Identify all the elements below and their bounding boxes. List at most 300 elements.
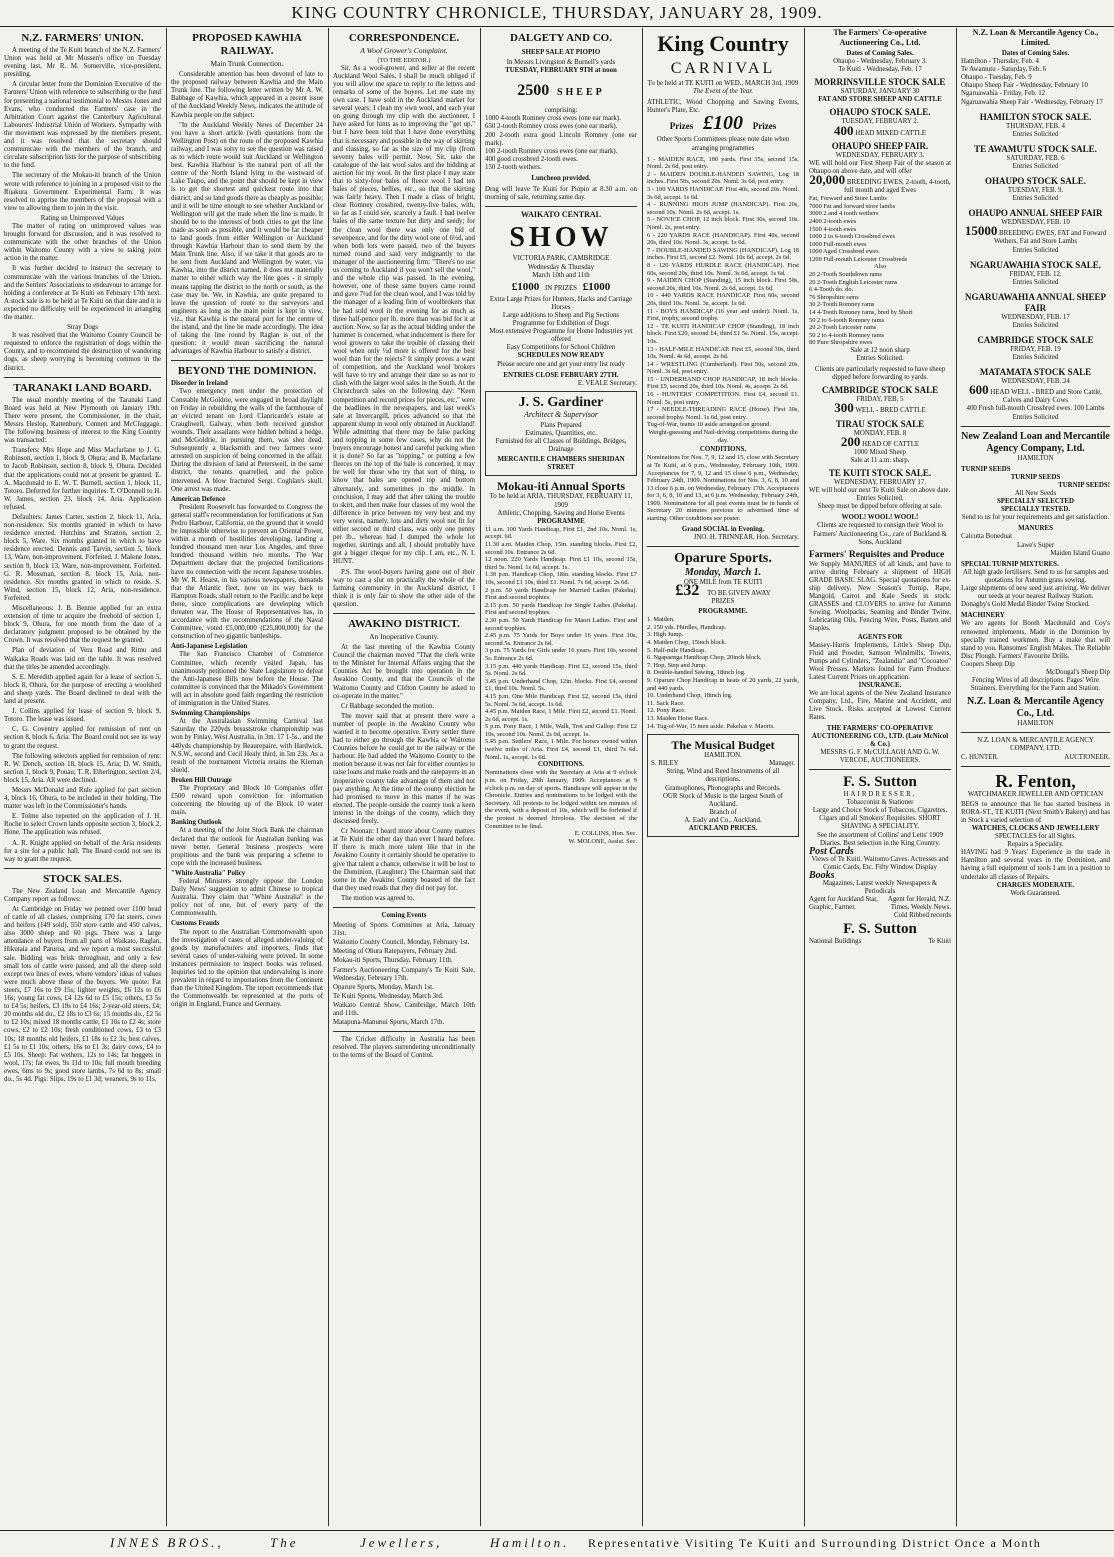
list-item: 20 2-Tooth Southdown rams	[809, 271, 882, 279]
list-item: Waikato Central Show, Cambridge, March 10th and 11th.	[333, 1001, 475, 1017]
ad-subtitle: Post Cards	[809, 845, 854, 857]
ad-line: Tug-of-War, teams 10 aside arranged on ground.	[647, 421, 771, 429]
sale-title: MORRINSVILLE STOCK SALE	[814, 77, 946, 88]
programme-list	[485, 526, 637, 761]
sale-detail: Sale at 12 noon sharp	[850, 347, 910, 354]
article-paragraph: The Cricket difficulty in Australia has been resolved. The players surrendering unconditionally to the terms of the Board of Control.	[333, 1036, 475, 1060]
ad-line: Repairs a Speciality.	[1007, 841, 1064, 849]
ad-line: Weight-guessing and Nail-driving competitions during the day.	[648, 429, 798, 444]
sale-title: NGARUAWAHIA STOCK SALE.	[969, 259, 1102, 270]
sheep-label: SHEEP	[556, 87, 605, 99]
ad-line: Magazines, Latest weekly Newspapers & Periodicals	[822, 880, 938, 896]
list-item: 150 2-tooth wethers.	[485, 163, 542, 171]
list-item: 3.15 p.m. 440 yards Handicap. First £2, second 15s, third 5s. Noml. 2s 6d.	[485, 662, 637, 678]
list-item: 4.15 p.m. One Mile Handicap. First £2, second 15s, third 5s. Noml. 3s 6d, accept. 1s 6d.	[485, 692, 637, 708]
ad-line: Coopers Sheep Dip	[961, 660, 1015, 668]
prize-amount: £1000	[511, 280, 540, 293]
sale-detail: Clients are requested to consign their Wool to Farmers' Auctioneering Co., care of Buckland & Sons, Auckland	[813, 522, 947, 546]
divider	[809, 769, 951, 770]
show-title: SHOW	[509, 222, 613, 254]
ad-line: TUESDAY, FEBRUARY 9TH at noon	[505, 67, 617, 75]
entries-note: Entries Solicited	[1012, 321, 1059, 329]
entries-note: Entries Solicited	[1012, 162, 1059, 170]
wool-heading: WOOL! WOOL! WOOL!	[841, 514, 919, 522]
ad-line: Most extensive Programme for Home Industries yet offered	[489, 328, 633, 344]
ad-signature: W. MOLONE, Assist. Sec.	[568, 837, 637, 845]
column-3	[329, 28, 479, 1526]
article-paragraph: The New Zealand Loan and Mercantile Agency Company report as follows:	[4, 887, 161, 903]
ad-subtitle: MANURES	[1018, 525, 1053, 533]
headline: Coming Events	[381, 911, 427, 919]
article-paragraph: Federal Ministers strongly oppose the London Daily News' suggestion to admit Chinese to tropical Australia. They claim that "White Australia" is the policy not of one, but of every party of the Commonwealth.	[171, 878, 323, 918]
ad-line: Luncheon provided.	[531, 175, 591, 183]
list-item: 100 2-tooth Romney cross ewes (one ear mark).	[485, 147, 618, 155]
ad-subtitle: Books	[809, 869, 835, 881]
article-paragraph: The following selectors applied for remission of rent: R. W. Dench, section 18, block 15, Aria; D. W. Smith, section 1, block 9, Pouau; T. R. Etherington, section 2/4, block 15, Aria. All were declined.	[4, 752, 161, 784]
subheading: Anti-Japanese Legislation	[171, 643, 248, 651]
ad-line: Large additions to Sheep and Pig Sections	[502, 311, 620, 319]
list-item: Hamilton - Thursday, Feb. 4	[961, 58, 1039, 66]
list-item: 1. Maiden.	[647, 616, 675, 624]
list-item: 12 noon. 220 Yards Handicap. First £1 10s, second 15s, third 5s. Noml. 1s 6d, accept. 1s.	[485, 556, 637, 571]
ad-line: Large and Choice Stock of Tobaccos, Cigarettes, Cigars and all Smokers' Requisites. SHORT SHAVING A SPECIALITY.	[812, 807, 948, 831]
ad-line: Gramophones, Phonographs and Records.	[665, 784, 781, 792]
article-paragraph: Plan of deviation of Vera Road and Rimu and Waikaka Roads was laid on the table. It was resolved that the titles be amended accordingly.	[4, 647, 161, 671]
ad-line: March 10th and 11th	[532, 271, 590, 279]
list-item: 16 - HUNTERS' COMPETITION. First £4, second £1. Noml. 5s, post entry.	[647, 391, 799, 406]
ad-line: In Messrs Livingston & Burnell's yards	[506, 59, 616, 67]
ad-title: R. Fenton,	[995, 770, 1076, 791]
ad-line: SPECIALLY SELECTED	[996, 498, 1075, 506]
sale-date: THURSDAY, FEB. 4	[1006, 122, 1065, 130]
list-item: 400 good crossbred 2-tooth ewes.	[485, 155, 578, 163]
article-paragraph: A circular letter from the Dominion Executive of the Farmers' Union with reference to subscribing to the fund for presenting a national testimonial to Messrs Jones and Evans, who conducted the Farmers' case in the Arbitration Court against the Canterbury Agricultural Labourers' Industrial Union of Workers. Sympathy with the movement was expressed by the members present, and it was resolved that the secretary should communicate with the members of the branch, and circulate subscription lists for the purpose of subscribing to the fund.	[4, 81, 161, 170]
list-item: Te Kuiti Sports, Wednesday, March 3rd.	[333, 992, 444, 1000]
list-item: Ngaruawahia Sheep Fair - Wednesday, February 17	[961, 98, 1103, 106]
ad-subtitle: CARNIVAL	[670, 60, 776, 77]
ad-line: ENTRIES CLOSE FEBRUARY 27TH.	[503, 371, 619, 379]
headline: N.Z. FARMERS' UNION.	[21, 32, 144, 44]
ad-text: We Supply MANURES of all kinds, and have to arrive during February a shipment of HIGH GRADE BASIC SLAG. Special quotations for ex-ship delivery. New Season's Turnip, Rape, Mangold, Carrot and Kale Seeds in stock. GRASSES and CLOVERS to arrive for Autumn Sowing. Woolpacks, Seaming and Binder Twine, Lubricating Oils, Fencing Wire, Posts, Batten and Staples.	[809, 560, 951, 633]
list-item: 80 Pure Shropshire ewes	[809, 339, 873, 347]
sale-date: MONDAY, FEB. 8	[853, 429, 907, 437]
article-paragraph: Sir, As a wool-grower, and seller at the recent Auckland Wool Sales, I shall be much obliged if you will allow me space to reply to the letters and remarks of some of the buyers. Let me state my own case. I have sold in the Auckland market for several years; I clean my own wool, and each year on going through my clip with the auctioneer, I have asked for hints as to improving the "get up," but I have been told that I have done everything that is necessary and possible in the way of skirting and classing, so far as the size of my clip (from seventy bales will permit. Now, Sir, take the catalogue of the last wool sales and the bidding at auction for my wool. In the first place I may state that to sixty-four bales of fleece wool I had ten bales of pieces, bellies, etc., so that the skirting was fairly heavy. Then I made a class of bright, clear Romney crossbred, twenty-five bales, with, so far as I could see, scarcely a fault. I had twelve bales of the same texture but dirty and seedy; for the clean wool there was only one bid of sevenpence, and for the dirty wool one of 6½d, and when both lots were passed, two of the buyers turned round and said very indignantly to the manager of the auctioneering firm: "There's no use us coming to Auckland if you won't sell the wool," and the whole clip was passed. In the evening, however, one of those same buyers came round and gave 7¼d for the clean wool, and I was told by the manager of a leading firm of woolbrokers that he had sold wool in the evening for as much as three half-pence per lb. more than was bid for it at auction. Now, so far as the actual bidding under the hammer is concerned, what inducement is there for wool growers to take the trouble of classing their wool when only ½d more is offered for the best wool than for the rejects? It simply proves a want of competition, and the Auckland wool brokers will have to try and arrange their date so as not to clash with the larger wool sales in the South. At the Christchurch sales on the following day: "Keen competition and record prices for pieces, etc," were the headlines in the newspapers, and last week's sale at Invercargill, prices advanced so that the apparent slump in wool only obtained in Auckland! While admitting that there may be false packing and topping in some few cases, why do not the buyers encourage honest and careful packing when it is done? So far as "topping," or putting a few fleeces on the top of the bale is concerned, it may be well for those who try that sort of thing, to know that bales are opened top and bottom alternately, and sometimes in the middle. In conclusion, I may add that after taking the trouble to skirt, and then make four classes of my wool the difference in price between my very best and my very worst, namely, lots and dirty wool not fit for either second or third class, was only one penny per lb., whereas had I dumped the whole lot together, skirtings and all, I should probably have got a bigger cheque for my clip. I am, etc., N. I. HUNT.	[333, 64, 475, 566]
ad-line: All high grade fertilisers. Send to us for samples and quotations for Autumn grass sowing.	[962, 568, 1109, 584]
article-paragraph: Transfers: Mrs Hope and Miss Macfarlane to J. G. Robinson, section 1, block 9, Ohura; and B. Macfarlane to Jacob Robinson, section 8, block 9, Ohura. Decided that the applications could not at present be granted. E. A. Macdonald to E. W. T. Burnell, section 1, block 11, Totoro. Deferred for further inquiries. T. O'Donnell to H. W. James, section 23, block 14, Aria. Application refused.	[4, 447, 161, 511]
article-paragraph: "In the Auckland Weekly News of December 24 you have a short article (with quotations from the Wellington Post) on the route of the proposed Kawhia railway, and I was sorry to see the question was raised as to which route would suit Auckland or Wellington best. Kawhia Harbour is the natural port of all the centre of the North Island lying to the westward of Lake Taupo, and the point that should be kept in view is to get the shortest and quickest route into that district, and so land goods there as cheaply as possible; and it will be time enough to see whether Auckland or Wellington will get the trade when the line is made. It should be to the interests of both cities to get the line made as soon as possible, and it would be far cheaper to land goods from either Wellington or Auckland through Kawhia Harbour than to send them by the Main Trunk line. Also, if we take it that goods are to be sent from Auckland and Wellington by water, via Kawhia, into the district named, it does not materially matter to either which way the line goes - it simply means tapping the district to the north or south, as the case may be. We, in Kawhia, are quite prepared to leave the question of route to the surveyors and engineers as long as the main point is kept in view, viz., that Kawhia is the natural port for the centre of the island, and the line be made accordingly. The idea of taking the line round by Raglan is out of the question; it would mean sacrificing the natural advantages of Kawhia Harbour to satisfy a district.	[171, 121, 323, 356]
ad-line: The Event of the Year.	[692, 88, 754, 96]
list-item: 11. Sack Race.	[647, 699, 685, 707]
ad-line: PROGRAMME.	[698, 608, 748, 616]
programme-list	[647, 156, 799, 422]
column-4	[481, 28, 641, 1526]
list-item: 4 - RUNNING HIGH JUMP (HANDICAP). First 20s, second 10s. Noml. 2s 6d, accept. 1s.	[647, 201, 799, 216]
list-item: 3. High Jump.	[647, 631, 684, 639]
address-text: Te Kuiti	[928, 937, 951, 945]
article-paragraph: A meeting of the Te Kuiti branch of the N.Z. Farmers' Union was held at Mr Mussen's office on Tuesday evening last, Mr R. M. Somerville, vice-president, presiding.	[4, 47, 161, 79]
ad-text: Massey-Harris Implements, Little's Sheep Dip, Fluid and Powder, Samson Windmills, Towers, Pumps and Cylinders, "Zealandia" and "Cocoatoo" Wool Presses. Markets found for Farm Produce. Latest Current Prices on application.	[809, 641, 951, 681]
article-paragraph: C. G. Coventry applied for remission of rent on section 8, block 6, Aria. The Board could not see its way to grant the request.	[4, 726, 161, 750]
ad-line: comprising:	[544, 107, 578, 115]
prize-row	[485, 280, 637, 293]
ad-line: TURNIP SEEDS	[1010, 473, 1061, 481]
head-count: 15000	[964, 223, 998, 239]
ad-line: SPECTACLES for all Sights.	[995, 833, 1076, 841]
ad-signature: JNO. H. TRINNEAR, Hon. Secretary.	[693, 533, 799, 541]
head-label: BREEDING EWES, 2-tooth, 4-tooth, full mouth and aged Ewes	[844, 178, 951, 195]
ad-line: TURNIP SEEDS!	[1058, 481, 1110, 489]
sale-date: FRIDAY, FEB. 12.	[1009, 270, 1062, 278]
sale-detail: Sale at 11 a.m. sharp.	[850, 456, 910, 464]
list-item: 76 Shropshire rams	[809, 293, 859, 301]
list-item: 1200 Full-mouth Leicester Crossbreds	[809, 255, 908, 263]
list-item: 13 - HALF-MILE HANDICAP. First £5, second 30s, third 10s. Noml. 4s 6d, accept. 2s 6d.	[647, 345, 799, 361]
sale-title: CAMBRIDGE STOCK SALE	[977, 334, 1094, 345]
subheading: Rating on Unimproved Values	[40, 214, 125, 222]
ad-subtitle: Architect & Supervisor	[524, 409, 598, 419]
column-7	[957, 28, 1114, 1526]
sale-detail: Sheep must be dipped before offering at sale.	[817, 503, 943, 511]
ad-title: King Country	[657, 31, 789, 56]
ad-line: AUCKLAND PRICES.	[688, 824, 758, 832]
sale-detail-row	[809, 171, 951, 195]
list-item: 5.45 p.m. Settlers' Race, 1 Mile. For horses owned within twelve miles of Aria. First £4, second £1, third 7s 6d. Noml. 1s, accept. 1s 6d.	[485, 738, 637, 761]
list-item: 1000 Full-mouth ewes	[809, 240, 867, 248]
subheadline: Main Trunk Connection.	[210, 59, 284, 68]
ad-text: We are agents for Booth Macdonald and Coy's renowned implements, Made in the Dominion by specially trained workmen. Buy a make that will stand to you. Ransomes' English Makes. The Reliable Disc Plough. Farmers' Favourite Drills.	[961, 620, 1110, 660]
ad-title: New Zealand Loan and Mercantile Agency Company, Ltd.	[961, 430, 1110, 454]
list-item: 20 2-Tooth English Leicester rams	[809, 278, 898, 286]
ad-line: Branch of	[709, 808, 737, 816]
sale-date: WEDNESDAY, FEBRUARY 3.	[835, 151, 925, 159]
prize-label: Prizes	[669, 121, 694, 132]
divider	[961, 766, 1110, 767]
ad-text: We are local agents of the New Zealand Insurance Company, Ltd., Fire, Marine and Accident, and Live Stock. Risks accepted at Lowest Current Rates.	[809, 690, 951, 722]
auctioneer-name: C. HUNTER.	[961, 753, 999, 761]
article-paragraph: Cr Noonan: I heard more about County matters at Te Kuiti the other day than ever I heard before. If there is much more talent like that in the Awakino County it certainly should be operative to give that talent a chance, otherwise it will be lost to the Dominion. (Laughter.) The Chairman said that some in the Awakino County boasted of the fact that they used roads that they did not pay for.	[333, 828, 475, 892]
ad-title: DALGETY AND CO.	[510, 32, 612, 44]
ad-subtitle: Monday, March 1.	[684, 566, 762, 578]
events-list	[333, 922, 475, 1027]
divider	[171, 360, 323, 361]
divider	[485, 206, 637, 207]
prize-row	[647, 112, 799, 135]
article-paragraph: At Cambridge on Friday we penned over 1100 head of cattle of all classes, comprising 170 fat steers, cows and heifers (149 sold), 550 store cattle and 450 calves, also 3000 sheep and 60 pigs. There was a large attendance of buyers from all parts of Waikato, Raglan, Hikutaia and Paturoa, and we report a most successful sale. Bidding was brisk throughout, and only a few small lots of cattle were passed, and all the sheep sold except two lines of ewes, where vendors' ideas of values were much above those of the buyers. We quote: Fat steers, £7 16s to £9 15s; lighter weights, £6 12s to £6 16s; young fat cows, £4 12s 6d to £5 15s; others, £3 5s to £4 5s; heifers, £3 19s to £4 16s; 2-year-old steers, £4; 20 months old do., £2 18s to £3 6s; 15 months do., £2 5s to £2 10s; mixed 18 months cattle, £1 16s to £2 4s; store cows, £2 to £2 10s; fresh conditioned cows, £3 to £3 10s; 18 months old heifers, £1 18s to £2 3s; best calves, £1 5s to £1 10s; others, 16s to £1 3s; dairy cows, £4 to £5 10s. Sheep: Fat wethers, 12s to 14s; fat hoggets in wool, 17s; fat ewes, 9s 11d to 10s; full mouth breeding ewes, 6ms to 9s; good store lambs, 7s 6d to 8s; small do., 5s 4d. Pigs: Slips, 19s to £1 3d; weaners, 9s to 11s.	[4, 906, 161, 1083]
manager-label: Manager.	[769, 760, 795, 768]
sale-title: OHAUPO SHEEP FAIR.	[831, 140, 929, 151]
head-label: HEAD MIXED CATTLE	[855, 129, 927, 137]
conditions-text: Nominations for Nos. 7, 9, 12 and 15, close with Secretary at Te Kuiti, at 6 p.m., Wednesday, February 10th, 1909. Acceptances for 7, 9, 12 and 15 close 6 p.m., Wednesday, February 24th, 1909. Nominations for Nos. 3, 6, 8, 10 and 13 close 6 p.m. on Wednesday, February 17th. Acceptances for 3, 6, 8, 10 and 13, at 6 p.m. Wednesday, February 24th, 1909. Nominations for all post events must be in hands of Secretary 20 minutes previous to advertised time of starting. Other conditions see poster.	[647, 454, 799, 523]
list-item: 12 - TE KUITI HANDICAP CHOP (Standing), 18 inch block. First £20, second £4, third £1 5s. Noml. 15s, accept. 10s.	[647, 322, 799, 345]
head-count: 20,000	[809, 171, 846, 187]
footer-text: Representative Visiting Te Kuiti and Surrounding District Once a Month	[588, 1536, 1042, 1550]
ad-line: Donaghy's Gold Medal Binder Twine Stocked.	[961, 601, 1090, 609]
head-count: 200	[840, 433, 861, 449]
ad-line: Large shipments of new seed just arriving. We deliver our seeds at your nearest Railway Station.	[961, 585, 1110, 601]
list-item: 50 2 to 6-tooth Romney rams	[809, 316, 885, 324]
list-item: Ohaupo - Tuesday, Feb. 9	[961, 74, 1032, 82]
entries-note: Entries Solicited	[1012, 413, 1059, 421]
headline: TARANAKI LAND BOARD.	[13, 381, 152, 394]
head-label: WELL - BRED CATTLE	[855, 407, 926, 415]
divider	[961, 426, 1110, 427]
ad-line: String, Wind and Reed Instruments of all descriptions.	[666, 768, 780, 784]
ad-subtitle: Farmers' Requisites and Produce	[809, 549, 945, 560]
list-item: 7 - DOUBLE-HANDED SAWING (HANDICAP). Log 18 inches. First £5, second £2. Noml. 10s 6d, accept. 2s 6d.	[647, 246, 799, 262]
list-item: Mokau-iti Sports, Thursday, February 11th.	[333, 957, 453, 965]
article-paragraph: The San Francisco Chamber of Commerce Committee, which recently visited Japan, has unanimously petitioned the State Legislature to defeat the Anti-Japanese Bills now before the House. The committee is convinced that the Mikado's Government will act in absolute good faith regarding the restriction of immigration in the United States.	[171, 651, 323, 708]
divider	[4, 868, 161, 869]
article-paragraph: P.S. The wool-buyers having gone out of their way to cast a slur on practically the whole of the farming community in the Auckland district, I think it is only fair to show the other side of the question.	[333, 568, 475, 608]
list-item: Farmer's Auctioneering Company's Te Kuiti Sale, Wednesday, February 17th.	[333, 966, 475, 982]
show-title-top: WAIKATO CENTRAL	[521, 210, 601, 220]
ad-line: N.Z. LOAN & MERCANTILE AGENCY COMPANY, LTD.	[977, 737, 1094, 753]
ad-line: SPECIALLY TESTED.	[1000, 506, 1071, 514]
headline: PROPOSED KAWHIA RAILWAY.	[192, 32, 302, 57]
ad-title: F. S. Sutton	[843, 920, 917, 937]
list-item: 14 4-Tooth Romney rams, bred by Short	[809, 309, 913, 317]
sale-date: TUESDAY, FEBRUARY 2.	[841, 118, 919, 126]
list-item: 14 - WRESTLING (Cumberland). First 50s, second 20s. Noml. 3s 6d, post entry.	[647, 360, 799, 376]
list-item: 1000 4-tooth Romney cross ewes (one ear mark).	[485, 115, 621, 123]
ad-text: HAVING had 9 Years' Experience in the trade in Hamilton and several years in the Dominion, and having a full equipment of tools I am in a position to undertake all classes of Repairs.	[961, 849, 1110, 881]
ad-subtitle: SHEEP SALE AT PIOPIO	[521, 49, 601, 56]
ad-line	[651, 760, 795, 768]
article-paragraph: The motion was agreed to.	[341, 894, 415, 902]
footer-text: INNES BROS.,	[110, 1535, 224, 1550]
column-2	[167, 28, 327, 1526]
ad-line: ONE MILE from TE KUITI	[683, 578, 763, 586]
ad-line: McDougal's Sheep Dip	[1045, 668, 1110, 676]
list-item: 5. Half-mile Handicap.	[647, 646, 706, 654]
entries-note: Entries Solicited	[1012, 130, 1059, 138]
list-item: 14. Tug-of-War, 15 men aside. Pakehas v. Maoris.	[647, 722, 775, 730]
sale-date: WEDNESDAY, FEB. 10	[1001, 219, 1070, 227]
list-item: Oparure Sports, Monday, March 1st.	[333, 983, 434, 991]
ad-line: To be held at TE KUITI on WED., MARCH 3rd, 1909	[647, 80, 799, 87]
ad-line: WATCHES, CLOCKS AND JEWELLERY	[971, 825, 1100, 832]
head-label: HEAD WELL - BRED and Store Cattle, Calves and Dairy Cows	[990, 389, 1102, 405]
list-item: 30 2-Tooth Romney rams	[809, 301, 875, 309]
list-item: 7. Hop, Step and Jump.	[647, 661, 707, 669]
list-item: 9 - MAIDEN CHOP (Standing), 15 inch block. First 50s, second 20s, third 10s. Noml. 2s 6d, accept. 1s 6d.	[647, 277, 799, 292]
article-paragraph: The report to the Australian Commonwealth upon the investigation of cases of alleged under-valuing of goods by manufacturers and importers, finds that several cases of under-valuing were proved. In some instances permission to inspect books was refused. Inquiries led to the opinion that undervaluing is more prevalent in regard to importations from the Continent than the United Kingdom. The report recommends that the Commonwealth be represented at the ports of origin in England, France and Germany.	[171, 928, 323, 1009]
divider	[333, 1031, 475, 1032]
divider	[333, 613, 475, 614]
sale-title: TE AWAMUTU STOCK SALE.	[974, 143, 1097, 154]
ad-line	[809, 938, 951, 946]
article-paragraph: The usual monthly meeting of the Taranaki Land Board was held at New Plymouth on January 19th. There were present, the Commissioner, in the chair, Messrs Heslop, Rattenbury, Connett and McCluggage. The following business of interest to the King Country was transacted:	[4, 396, 161, 445]
headline: CORRESPONDENCE.	[348, 32, 460, 44]
ad-title: The Musical Budget	[671, 738, 775, 753]
programme-list	[647, 616, 799, 730]
divider	[961, 732, 1110, 733]
ad-title: Mokau-iti Annual Sports	[496, 479, 626, 494]
sale-title: OHAUPO STOCK SALE.	[829, 107, 931, 118]
ad-line: HAMILTON	[1017, 454, 1054, 462]
ad-line: Send to us for your requirements and get satisfaction.	[961, 514, 1110, 522]
sale-detail: 1000 Mixed Sheep	[853, 448, 907, 456]
ad-line: Programme for Exhibition of Dogs	[512, 320, 610, 328]
list-item: 2.15 p.m. 50 yards Handicap for Single Ladies (Pakeha). First and second trophies.	[485, 601, 637, 617]
article-paragraph: The secretary of the Mokau-iti branch of the Union wrote with reference to joining in a proposed visit to the Ruakura Government Experimental Farm. It was resolved to apprise the members of the proposal with a view to allowing them to join in the visit.	[4, 172, 161, 212]
footer-text: The	[270, 1535, 299, 1550]
ad-signature: E. COLLINS, Hon. Sec.	[574, 830, 637, 838]
list-item: 11 - BOYS HANDICAP (16 year and under). Noml. 1s. First, trophy, second trophy.	[647, 307, 799, 323]
ad-line: Drag will leave Te Kuiti for Piopio at 8.30 a.m. on morning of sale, returning same day.	[485, 186, 637, 202]
head-label: BREEDING EWES, FAT and Forward Wethers, Fat and Store Lambs	[993, 230, 1107, 246]
subheading: Disorder in Ireland	[171, 380, 228, 388]
list-item: 11 a.m. 100 Yards Handicap, First £1, 2nd 10s. Noml. 1s, accept. 6d.	[485, 525, 637, 541]
ad-text: Fencing Wires of all descriptions. Pages' Wire Strainers. Everything for the Farm and Station.	[970, 677, 1101, 693]
ad-line: CHARGES MODERATE.	[996, 881, 1075, 889]
list-item: Meeting of Ohura Ratepayers, February 2nd.	[333, 948, 457, 956]
architect-ad	[485, 391, 637, 477]
sale-detail: FAT AND STORE SHEEP AND CATTLE	[818, 96, 942, 104]
column-5	[643, 28, 803, 1526]
ad-line: OUR Stock of Music is the largest South of Auckland.	[662, 792, 784, 808]
ad-title: Oparure Sports.	[674, 550, 772, 566]
list-item: Meeting of Sports Committee at Aria, January 31st.	[333, 922, 475, 938]
divider	[647, 546, 799, 547]
list-item: 1500 4-tooth ewes	[809, 225, 857, 233]
sale-detail: Clients are particularly requested to have sheep dipped before forwarding to yards.	[814, 366, 946, 382]
subheading: Broken Hill Outrage	[171, 776, 232, 784]
sale-date: SATURDAY, JANUARY 30	[840, 88, 920, 96]
subheadline: A Wool Grower's Complaint.	[360, 46, 448, 55]
head-count: 400	[833, 122, 854, 138]
entries-note: Entries Solicited.	[856, 495, 904, 503]
sale-title: OHAUPO STOCK SALE.	[984, 176, 1087, 187]
ad-line: Views of Te Kuiti. Waitomo Caves. Actresses and Comic Cards, Etc. Fifty Window Display	[811, 855, 949, 871]
list-item: 1000 Aged Crossbred ewes	[809, 248, 879, 256]
sale-title: TIRAU STOCK SALE	[835, 418, 925, 429]
ad-line: CONDITIONS.	[699, 446, 747, 454]
conditions-text: Nominations close with the Secretary at Aria at 9 o'clock p.m. on Friday, 29th January, 1909. Acceptances at 9 o'clock p.m. on day of sports. Handicaps will appear in the Chronicle. Entries and nominations to be lodged with the Secretary. All protests to be lodged within ten minutes of the event, with a deposit of 10s, which will be forfeited if the protest is deemed frivolous. The decision of the Committee to be final.	[485, 769, 637, 830]
column-6	[805, 28, 955, 1526]
list-item: 20 2-Tooth Leicester rams	[809, 324, 877, 332]
list-item: 2.45 p.m. 75 Yards for Boys under 16 years. First 10s, second 5s. Entrance 2s 6d.	[485, 632, 637, 647]
prize-label: IN PRIZES	[545, 284, 577, 292]
ad-title: N.Z. Loan & Mercantile Agency Co., Limited.	[972, 28, 1099, 47]
divider	[333, 907, 475, 908]
list-item: 6 - 220 YARDS RACE (HANDICAP). First 40s, second 20s, third 10s. Noml. 3s, accept. 1s 6d.	[647, 231, 799, 247]
headline: BEYOND THE DOMINION.	[177, 365, 317, 378]
prize-amount: £100	[703, 112, 743, 135]
article-paragraph: It was further decided to instruct the secretary to communicate with the various branches of the Union, and the Settlers' Associations to endeavour to arrange for holding a conference at Te Kuiti on February 17th next. A stock sale is to be held at Te Kuiti on that date and it is expected no difficulty will be experienced in arranging the matter.	[4, 265, 162, 321]
sale-date: FRIDAY, FEB. 19	[1010, 345, 1061, 353]
subheading: Stray Dogs	[67, 324, 98, 332]
prize-label: TO BE GIVEN AWAY	[707, 589, 771, 597]
ad-subtitle: SPECIAL TURNIP MIXTURES.	[961, 560, 1059, 568]
ad-title: F. S. Sutton	[843, 774, 917, 791]
article-paragraph: S. E. Meredith applied again for a lease of section 5, block 8, Ohura, for the purpose of erecting a woolshed and sheep yards. The Board declined to deal with the land at present.	[4, 673, 161, 706]
list-item: Ohaupo - Wednesday, February 3.	[833, 58, 927, 66]
ad-line: MERCANTILE CHAMBERS SHERIDAN STREET	[497, 456, 625, 472]
article-paragraph: At the last meeting of the Kawhia County Council the chairman moved "That the clerk write to the Minister for Internal Affairs urging that the Counties Act be brought into operation in the Awakino County, and that the Councils of the Waitomo County and Clifton County be asked to co-operate in the matter."	[333, 644, 475, 700]
list-item: 1.30 p.m. Handicap Chop, 18in. standing blocks. First £7 10s, second £1 10s, third £1. Noml. 7s 6d, accept. 2s 6d.	[485, 571, 637, 586]
list-item: Ngaruawahia - Friday, Feb. 12	[961, 90, 1046, 98]
masthead: KING COUNTRY CHRONICLE, THURSDAY, JANUARY 28, 1909.	[0, 0, 1114, 27]
list-item: 3 p.m. 75 Yards for Girls under 16 years. First 10s, second 5s. Entrance 2s 6d.	[485, 647, 637, 662]
ad-line: TURNIP SEEDS	[961, 465, 1011, 473]
ad-line: To be held at ARIA, THURSDAY, FEBRUARY 11, 1909	[489, 493, 633, 509]
ad-signature: E. VEALE Secretary.	[577, 379, 637, 387]
article-paragraph: Two emergency men under the protection of Constable McGoldrie, were engaged in broad daylight on Friday in rebuilding the walls of the farmhouse of an evicted tenant on Lord Clanricarde's estate at Craughwell, Galway, when both received gunshot wounds. Their assailants were hidden behind a hedge, and McGoldrie, in pursuing them, was shot dead. Subsequently a blacksmith and two farmers were arrested on suspicion of being concerned in the affair. During the division of land at Petersweil, in the same district, the tenants quarrelled, and the police intervened. A blow fractured Sergt. Coghlan's skull. One arrest was made.	[171, 388, 323, 493]
ad-line: Work Guaranteed.	[1010, 889, 1061, 897]
list-item: 4.45 p.m. Maiden Race, 1 Mile. First £2, second £1. Noml. 2s 6d, accept. 1s.	[485, 708, 637, 723]
sale-title: CAMBRIDGE STOCK SALE	[821, 385, 939, 396]
subheadline: An Inoperative County.	[369, 631, 439, 641]
list-item: 2 p.m. 50 yards Handicap for Married Ladies (Pakeha). First and second trophies.	[485, 586, 637, 602]
article-paragraph: E. Tolme also reported on the application of J. H. Roche to select Crown lands opposite section 3, block 2, Hone. The application was refused.	[4, 813, 161, 837]
musical-budget-ad	[647, 734, 799, 837]
entries-note: Entries Solicited	[1012, 195, 1059, 203]
list-item: 15 - UNDERHAND CHOP HANDICAP, 18 inch blocks. First £5, second 20s, third 10s. Noml. 4s, accept. 2s 6d.	[647, 375, 799, 391]
ad-line: All New Seeds	[1014, 490, 1057, 497]
ad-subtitle: Dates of Coming Sales.	[1001, 50, 1070, 57]
ad-line: PRIZES	[711, 598, 735, 606]
list-item: 200 2-tooth extra good Lincoln Romney (one ear mark).	[485, 131, 637, 147]
sale-date: FRIDAY, FEB. 5	[856, 396, 904, 404]
list-item: 9. Oparure Chop Handicap in heats of 20 yards, 22 yards, and 440 yards.	[647, 676, 799, 692]
ad-line: See the assortment of Collins' and Letts' 1909 Diaries. Best selection in the King Country.	[817, 831, 943, 847]
subheading: Banking Outlook	[171, 819, 222, 827]
list-item: 4. Maiden Chop, 15inch block.	[647, 639, 727, 646]
article-paragraph: Cr Babbage seconded the motion.	[341, 702, 435, 710]
ad-line: THE FARMERS' CO-OPERATIVE AUCTIONEERING CO., LTD. (Late McNicol & Co.)	[811, 724, 949, 748]
list-item: 2400 2-tooth ewes	[809, 217, 857, 225]
list-item: 8 - 120 YARDS HURDLE RACE (HANDICAP). First 60s, second 20s, third 10s. Noml. 3s 6d, accept. 1s 6d.	[647, 261, 799, 277]
head-label: HEAD OF CATTLE	[862, 440, 920, 448]
stock-list	[809, 195, 951, 347]
ad-line: Maiden Island Guano	[1050, 549, 1110, 557]
newspaper-page	[0, 28, 1114, 1526]
entries-note: Entries Solicited	[1012, 354, 1059, 362]
list-item: 2.30 p.m. 50 Yards Handicap for Maori Ladies. First and second trophies.	[485, 616, 637, 632]
sale-title: NGARUAWAHIA ANNUAL SHEEP FAIR	[964, 291, 1107, 313]
ad-line: Other Sports Committees please note date when arranging programmes	[656, 136, 790, 152]
ad-title: N.Z. Loan & Mercantile Agency Co., Ltd.	[966, 696, 1105, 720]
article-paragraph: President Roosevelt has forwarded to Congress the general staff's recommendation for fortifications at San Pedro Harbour, California, on the ground that it would be impossible otherwise to prevent an Oriental Power, within a month of hostilities developing, landing a hundred thousand men near Los Angeles, and three hundred thousand within two months. The War Department declare that the projected fortifications have no connection with the recent Japanese troubles. Mr W. R. Hearst, in his various newspapers, demands that the Atlantic fleet, now on its way back to Hampton Roads, shall return to the Pacific and be kept there, since complications are developing which threaten war. The House of Representatives has, in accordance with the recommendations of the Naval Committee, voted £5,000,000 (£25,800,000) for the construction of two gigantic battleships.	[171, 503, 323, 641]
ad-line: Plans Prepared	[540, 421, 582, 429]
entries-note: Entries Solicited	[1012, 246, 1059, 254]
ad-line: SCHEDULES NOW READY	[517, 352, 605, 360]
article-paragraph: Messrs McDonald and Rule applied for part section 4, block 16, Ohura, to be included in their holding. The matter was left in the Commissioner's hands.	[4, 786, 161, 811]
list-item: 5 - NOVICE CHOP, 12 inch block. First 30s, second 10s. Noml. 2s, post entry.	[647, 216, 799, 231]
sale-title: HAMILTON STOCK SALE.	[979, 111, 1092, 122]
sale-date: TUESDAY, FEB. 9.	[1007, 187, 1064, 195]
ad-title: J. S. Gardiner	[518, 394, 604, 410]
ad-line: Extra Large Prizes for Hunters, Hacks and Carriage Horses	[489, 295, 633, 311]
ad-line: PROGRAMME	[537, 517, 585, 525]
article-paragraph: The Proprietary and Block 10 Companies offer £500 reward upon conviction for information concerning the blowing up of the Block 10 water main.	[171, 784, 323, 817]
head-count: 600	[969, 382, 989, 398]
footer-text: Hamilton.	[490, 1535, 570, 1550]
ad-subtitle: Dates of Coming Sales.	[846, 50, 914, 57]
list-item: 10. Underhand Chop, 18inch log.	[647, 692, 733, 700]
subheading: American Defence	[171, 495, 226, 503]
ad-line: HAMILTON.	[704, 752, 742, 760]
ad-line: Tobacconist & Stationer	[846, 799, 914, 807]
ad-headline-row	[485, 78, 637, 104]
headline: AWAKINO DISTRICT.	[348, 617, 460, 630]
ad-title: The Farmers' Co-operative Auctioneering Co., Ltd.	[833, 28, 927, 47]
list-item: 12. Pony Race.	[647, 707, 686, 715]
list-item: 17 - NEEDLE-THREADING RACE (Horse). First 30s, second trophy. Noml. 1s 6d, post entry.	[647, 406, 799, 421]
ad-subtitle: WATCHMAKER JEWELLER AND OPTICIAN	[967, 790, 1104, 798]
list-item: 50 2 to 4-tooth Romney rams	[809, 331, 885, 339]
